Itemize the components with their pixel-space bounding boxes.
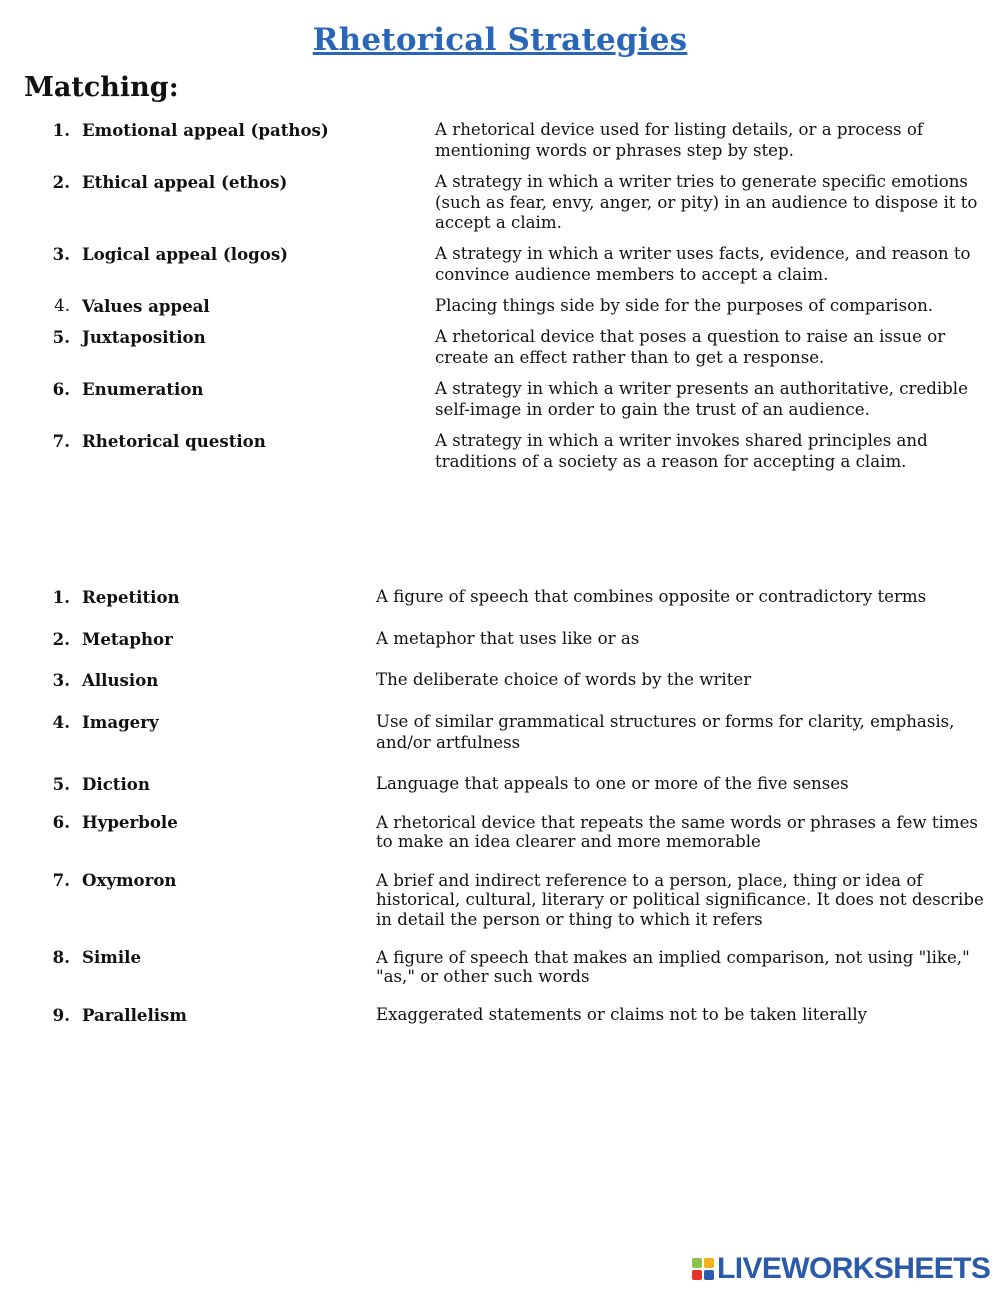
- item-number: 5.: [52, 774, 70, 794]
- page-title: Rhetorical Strategies: [312, 22, 688, 58]
- item-number: 4.: [54, 296, 70, 315]
- term-label: Parallelism: [82, 1005, 187, 1025]
- definition-text: Use of similar grammatical structures or forms for clarity, emphasis, and/or artfulness: [376, 712, 955, 752]
- term-label: Juxtaposition: [82, 327, 206, 347]
- term-label: Diction: [82, 774, 150, 794]
- item-number: 2.: [52, 629, 70, 649]
- term-label: Logical appeal (logos): [82, 244, 289, 264]
- definition-text: A strategy in which a writer invokes shared principles and traditions of a society as a reason for accepting a claim.: [435, 431, 928, 471]
- definition-text: A strategy in which a writer presents an authoritative, credible self-image in order to gain the trust of an audience.: [435, 379, 968, 419]
- item-number: 7.: [52, 870, 70, 890]
- term-label: Repetition: [82, 587, 180, 607]
- item-number: 1.: [52, 587, 70, 607]
- definition-text: A brief and indirect reference to a person, place, thing or idea of historical, cultural, literary or political significance. It does not describe in detail the person or thing to which it refers: [376, 871, 984, 929]
- definition-text: Language that appeals to one or more of the five senses: [376, 774, 849, 793]
- term-label: Metaphor: [82, 629, 173, 649]
- item-number: 8.: [52, 947, 70, 967]
- definition-text: The deliberate choice of words by the writer: [376, 670, 752, 689]
- term-label: Values appeal: [82, 296, 210, 316]
- term-label: Allusion: [82, 670, 159, 690]
- liveworksheets-logo: [692, 1254, 990, 1284]
- definition-text: A strategy in which a writer tries to generate specific emotions (such as fear, envy, anger, or pity) in an audience to dispose it to accept a claim.: [435, 172, 978, 233]
- item-number: 9.: [52, 1005, 70, 1025]
- definition-text: A figure of speech that combines opposite or contradictory terms: [376, 587, 927, 606]
- definition-text: A strategy in which a writer uses facts, evidence, and reason to convince audience members to accept a claim.: [435, 244, 971, 284]
- item-number: 7.: [52, 431, 70, 451]
- item-number: 2.: [52, 172, 70, 192]
- item-number: 1.: [52, 120, 70, 140]
- definition-text: A rhetorical device used for listing details, or a process of mentioning words or phrases step by step.: [435, 120, 923, 160]
- term-label: Ethical appeal (ethos): [82, 172, 288, 192]
- definition-text: Exaggerated statements or claims not to be taken literally: [376, 1005, 868, 1024]
- item-number: 3.: [52, 670, 70, 690]
- term-label: Simile: [82, 947, 142, 967]
- definition-text: A rhetorical device that poses a question to raise an issue or create an effect rather than to get a response.: [435, 327, 946, 367]
- definition-text: A rhetorical device that repeats the same words or phrases a few times to make an idea clearer and more memorable: [376, 813, 978, 852]
- item-number: 4.: [52, 712, 70, 732]
- item-number: 6.: [52, 812, 70, 832]
- section-heading: Matching:: [24, 72, 179, 103]
- item-number: 3.: [52, 244, 70, 264]
- term-label: Hyperbole: [82, 812, 178, 832]
- term-label: Oxymoron: [82, 870, 177, 890]
- item-number: 6.: [52, 379, 70, 399]
- term-label: Imagery: [82, 712, 159, 732]
- definition-text: Placing things side by side for the purposes of comparison.: [435, 296, 934, 315]
- term-label: Emotional appeal (pathos): [82, 120, 329, 140]
- item-number: 5.: [52, 327, 70, 347]
- definition-text: A figure of speech that makes an implied comparison, not using "like," "as," or other such words: [376, 948, 970, 987]
- term-label: Enumeration: [82, 379, 204, 399]
- definition-text: A metaphor that uses like or as: [376, 629, 640, 648]
- term-label: Rhetorical question: [82, 431, 266, 451]
- logo-wordmark: LIVEWORKSHEETS: [717, 1252, 991, 1285]
- liveworksheets-logo-icon: [692, 1257, 714, 1281]
